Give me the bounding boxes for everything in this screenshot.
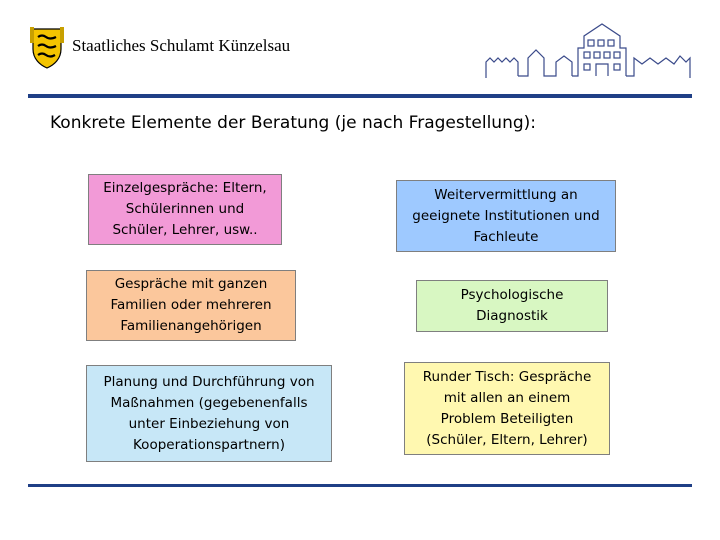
box-line: mit allen an einem — [443, 389, 571, 406]
box-line: Planung und Durchführung von — [103, 373, 315, 390]
box-line: Diagnostik — [476, 308, 548, 324]
footer-rule — [28, 484, 692, 487]
box-line: Einzelgespräche: Eltern, — [103, 180, 267, 196]
header-title: Staatliches Schulamt Künzelsau — [72, 36, 291, 55]
box-massnahmen — [86, 365, 332, 462]
box-line: Psychologische — [460, 287, 564, 303]
main-heading: Konkrete Elemente der Beratung (je nach Fragestellung): — [50, 113, 537, 133]
box-line: Familien oder mehreren — [110, 297, 272, 313]
box-line: (Schüler, Eltern, Lehrer) — [426, 431, 588, 448]
box-diagnostik — [416, 280, 608, 332]
box-line: Maßnahmen (gegebenenfalls — [110, 394, 308, 411]
box-line: Problem Beteiligten — [440, 410, 574, 427]
box-runder-tisch — [404, 362, 610, 455]
box-line: Fachleute — [473, 228, 539, 245]
box-line: Runder Tisch: Gespräche — [422, 368, 592, 385]
header-rule — [28, 94, 692, 98]
town-skyline-icon — [484, 18, 694, 82]
box-line: Gespräche mit ganzen — [114, 276, 268, 292]
box-line: Kooperationspartnern) — [133, 436, 285, 453]
box-weitervermittlung — [396, 180, 616, 252]
coat-of-arms-icon — [30, 27, 64, 69]
box-line: Schüler, Lehrer, usw.. — [112, 222, 258, 238]
box-line: Schülerinnen und — [125, 201, 245, 217]
box-line: unter Einbeziehung von — [128, 415, 290, 432]
box-einzelgespraeche — [88, 174, 282, 245]
box-line: Weitervermittlung an — [434, 186, 578, 203]
box-line: Familienangehörigen — [120, 318, 262, 334]
box-line: geeignete Institutionen und — [412, 207, 600, 224]
box-familiengespraeche — [86, 270, 296, 341]
